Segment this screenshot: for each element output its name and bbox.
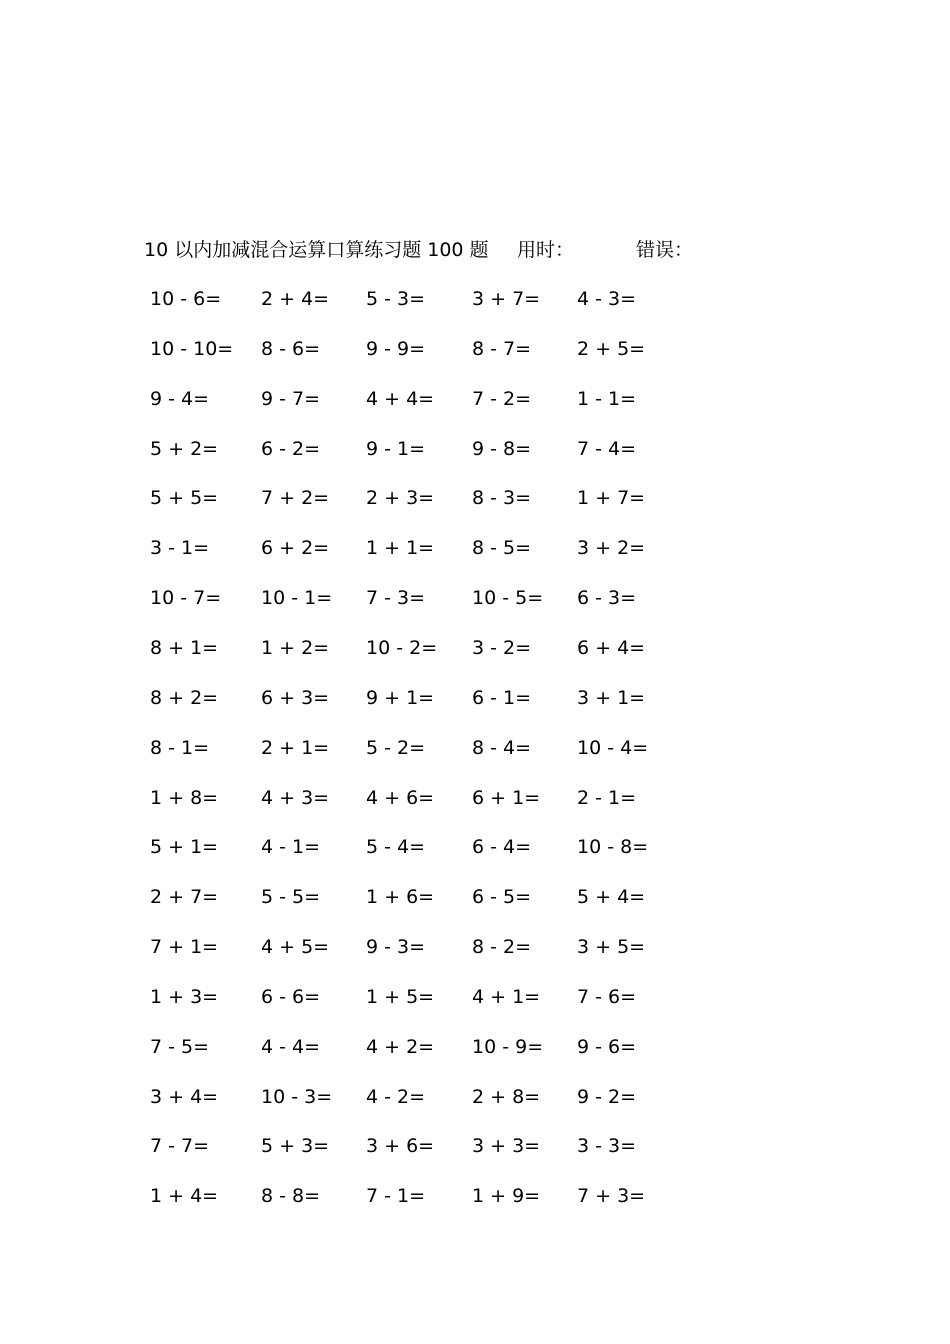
problem-item: 7 - 7= — [150, 1135, 210, 1158]
problem-row — [0, 633, 950, 663]
problem-item: 1 + 7= — [577, 487, 646, 510]
problem-item: 2 + 4= — [261, 288, 330, 310]
problem-item: 5 + 5= — [150, 487, 219, 510]
problem-item: 7 - 5= — [150, 1035, 210, 1058]
problem-item: 6 - 4= — [472, 836, 532, 859]
problem-item: 7 - 6= — [577, 985, 637, 1008]
problem-item: 6 - 2= — [261, 437, 321, 460]
problem-item: 5 - 2= — [366, 736, 426, 759]
problem-item: 8 - 3= — [472, 487, 532, 510]
problem-item: 3 + 7= — [472, 288, 541, 310]
problem-item: 10 - 4= — [577, 736, 649, 759]
problem-item: 9 - 7= — [261, 387, 321, 410]
problem-item: 5 - 3= — [366, 288, 426, 310]
problem-row — [0, 1131, 950, 1161]
problem-item: 4 + 4= — [366, 387, 435, 410]
problem-item: 7 + 3= — [577, 1185, 646, 1208]
problem-item: 2 + 5= — [577, 337, 646, 360]
problem-item: 10 - 10= — [150, 337, 234, 360]
problem-item: 8 + 2= — [150, 686, 219, 709]
problem-row — [0, 434, 950, 464]
problem-item: 1 + 6= — [366, 886, 435, 909]
problem-item: 9 - 6= — [577, 1035, 637, 1058]
problem-row — [0, 284, 950, 314]
problem-item: 1 + 2= — [261, 636, 330, 659]
problem-row — [0, 733, 950, 763]
problem-item: 2 + 8= — [472, 1085, 541, 1108]
problem-item: 10 - 1= — [261, 587, 333, 610]
problem-item: 3 + 4= — [150, 1085, 219, 1108]
problem-item: 10 - 3= — [261, 1085, 333, 1108]
problem-item: 9 - 8= — [472, 437, 532, 460]
problem-item: 3 + 2= — [577, 537, 646, 560]
problem-item: 6 + 4= — [577, 636, 646, 659]
problem-item: 8 - 7= — [472, 337, 532, 360]
problem-item: 7 - 3= — [366, 587, 426, 610]
problem-row — [0, 982, 950, 1012]
problem-item: 3 - 2= — [472, 636, 532, 659]
problem-item: 3 + 1= — [577, 686, 646, 709]
problem-item: 1 + 4= — [150, 1185, 219, 1208]
problem-item: 10 - 9= — [472, 1035, 544, 1058]
problem-item: 7 - 4= — [577, 437, 637, 460]
problem-item: 1 + 3= — [150, 985, 219, 1008]
problem-item: 6 + 3= — [261, 686, 330, 709]
problem-item: 4 - 2= — [366, 1085, 426, 1108]
problem-item: 9 - 9= — [366, 337, 426, 360]
problem-item: 8 + 1= — [150, 636, 219, 659]
time-used-label: 用时： — [517, 239, 575, 261]
problem-item: 4 + 3= — [261, 786, 330, 809]
problem-item: 5 - 4= — [366, 836, 426, 859]
problem-item: 4 - 1= — [261, 836, 321, 859]
problem-item: 4 - 4= — [261, 1035, 321, 1058]
problem-item: 3 + 5= — [577, 936, 646, 959]
problem-item: 5 + 2= — [150, 437, 219, 460]
problem-row — [0, 832, 950, 862]
problem-item: 9 - 4= — [150, 387, 210, 410]
errors-label: 错误： — [636, 239, 694, 261]
problem-row — [0, 533, 950, 563]
problem-row — [0, 1032, 950, 1062]
problem-item: 10 - 2= — [366, 636, 438, 659]
problem-item: 4 + 2= — [366, 1035, 435, 1058]
problem-item: 1 + 8= — [150, 786, 219, 809]
problem-item: 3 - 3= — [577, 1135, 637, 1158]
problem-item: 2 + 3= — [366, 487, 435, 510]
problem-item: 9 - 3= — [366, 936, 426, 959]
problem-item: 5 - 5= — [261, 886, 321, 909]
problem-item: 6 - 5= — [472, 886, 532, 909]
problem-item: 2 + 1= — [261, 736, 330, 759]
problem-row — [0, 932, 950, 962]
problem-row — [0, 334, 950, 364]
problem-item: 6 + 2= — [261, 537, 330, 560]
problem-item: 8 - 6= — [261, 337, 321, 360]
problem-item: 4 - 3= — [577, 288, 637, 310]
problem-item: 10 - 6= — [150, 288, 222, 310]
problem-item: 7 + 2= — [261, 487, 330, 510]
problem-item: 9 + 1= — [366, 686, 435, 709]
problem-item: 8 - 8= — [261, 1185, 321, 1208]
problem-row — [0, 1181, 950, 1211]
problem-item: 5 + 3= — [261, 1135, 330, 1158]
problem-row — [0, 483, 950, 513]
problem-item: 9 - 1= — [366, 437, 426, 460]
problem-item: 8 - 5= — [472, 537, 532, 560]
worksheet-title: 10 以内加减混合运算口算练习题 100 题 — [144, 239, 489, 261]
problem-row — [0, 583, 950, 613]
problem-item: 6 - 3= — [577, 587, 637, 610]
problem-row — [0, 683, 950, 713]
problem-item: 7 - 1= — [366, 1185, 426, 1208]
problem-item: 5 + 4= — [577, 886, 646, 909]
problem-item: 6 - 1= — [472, 686, 532, 709]
problem-item: 1 + 1= — [366, 537, 435, 560]
problem-row — [0, 783, 950, 813]
problem-item: 4 + 1= — [472, 985, 541, 1008]
problem-item: 2 - 1= — [577, 786, 637, 809]
problem-row — [0, 384, 950, 414]
problem-row — [0, 882, 950, 912]
problem-item: 8 - 4= — [472, 736, 532, 759]
problem-item: 6 - 6= — [261, 985, 321, 1008]
problem-item: 3 + 6= — [366, 1135, 435, 1158]
problem-item: 9 - 2= — [577, 1085, 637, 1108]
problem-item: 10 - 8= — [577, 836, 649, 859]
problem-item: 2 + 7= — [150, 886, 219, 909]
problem-item: 1 - 1= — [577, 387, 637, 410]
problem-item: 5 + 1= — [150, 836, 219, 859]
problem-item: 10 - 7= — [150, 587, 222, 610]
problem-item: 7 + 1= — [150, 936, 219, 959]
problem-row — [0, 1082, 950, 1112]
problem-item: 4 + 5= — [261, 936, 330, 959]
problem-item: 7 - 2= — [472, 387, 532, 410]
problem-item: 1 + 9= — [472, 1185, 541, 1208]
problem-item: 3 - 1= — [150, 537, 210, 560]
problem-item: 8 - 2= — [472, 936, 532, 959]
problem-item: 4 + 6= — [366, 786, 435, 809]
problem-item: 6 + 1= — [472, 786, 541, 809]
problem-item: 10 - 5= — [472, 587, 544, 610]
problem-item: 8 - 1= — [150, 736, 210, 759]
problem-item: 3 + 3= — [472, 1135, 541, 1158]
problem-item: 1 + 5= — [366, 985, 435, 1008]
